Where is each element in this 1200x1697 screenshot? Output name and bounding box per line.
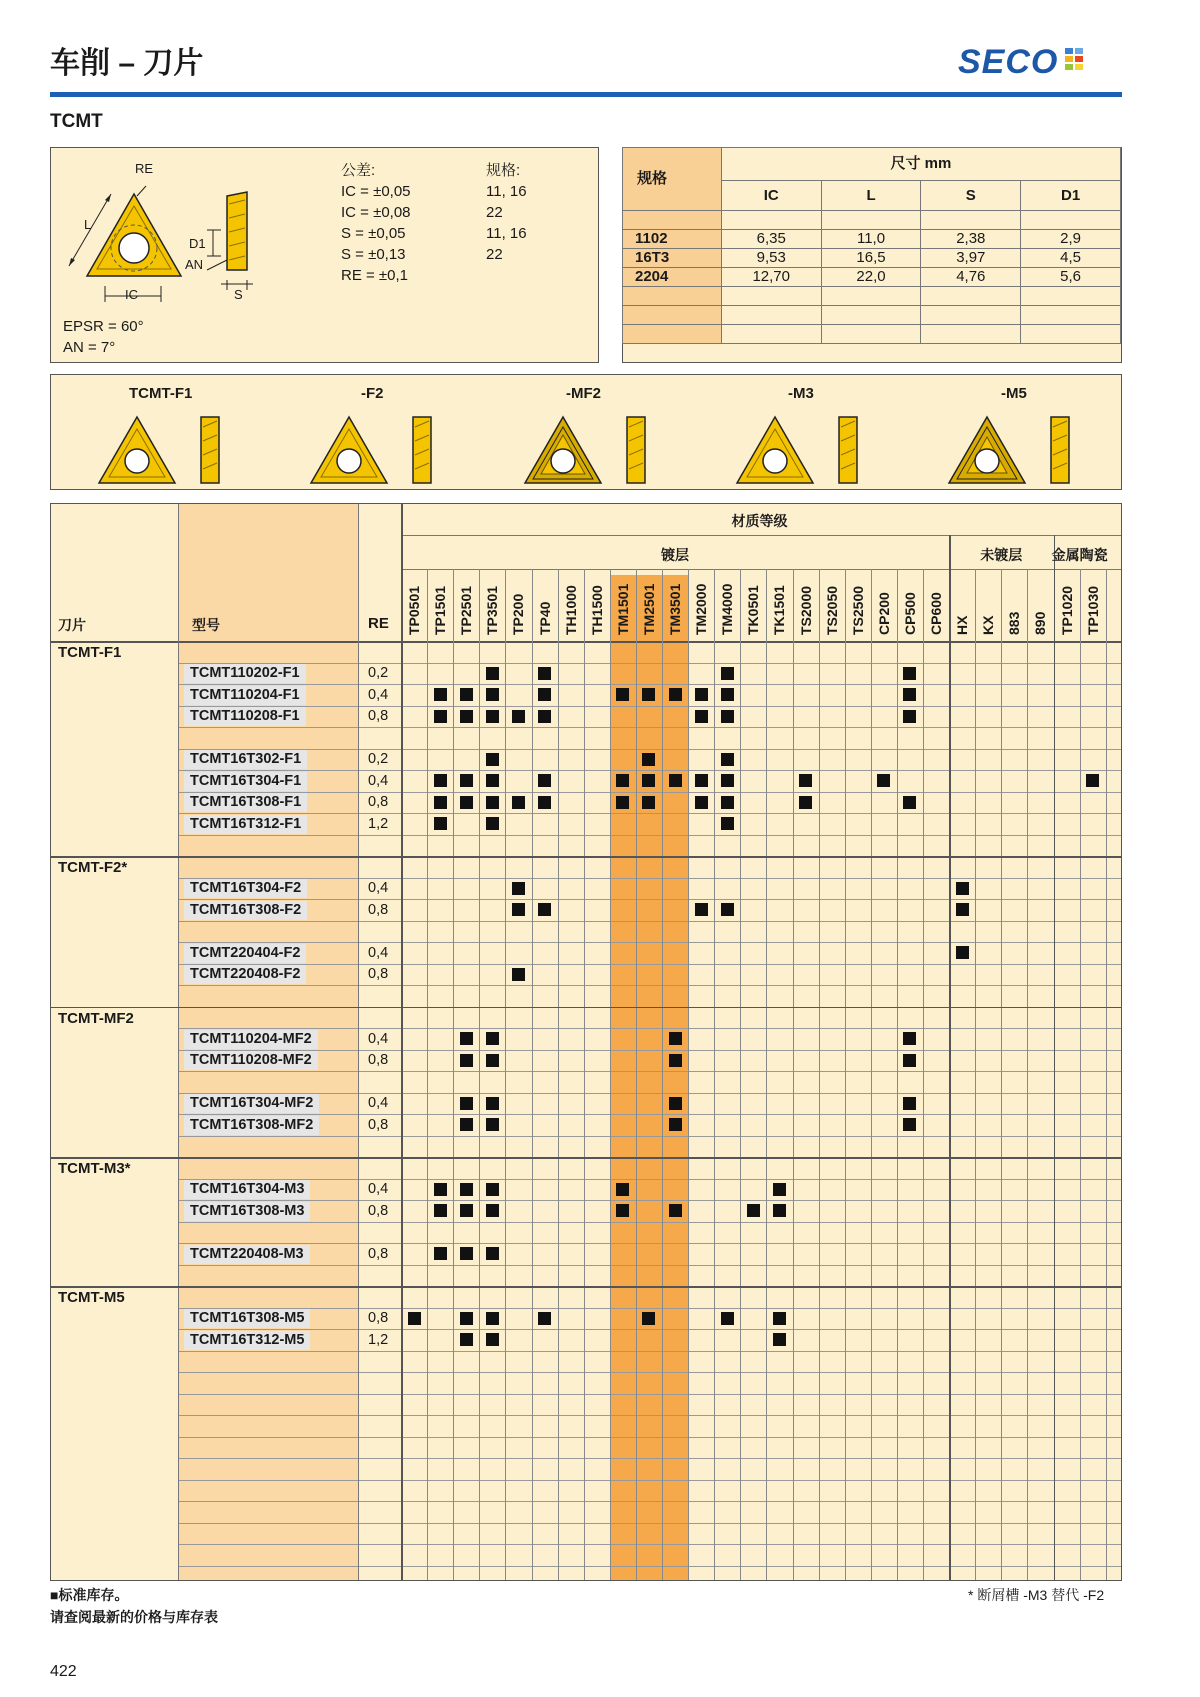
dim-value: 2,9 xyxy=(1021,230,1121,249)
grade-column-header: TP0501 xyxy=(406,585,422,635)
grade-column-header: TS2500 xyxy=(849,585,866,635)
column-label: 刀片 xyxy=(58,617,86,633)
page-title: 车削 – 刀片 xyxy=(50,47,204,80)
size-value: 11, 16 xyxy=(486,225,527,242)
size-header: 规格: xyxy=(486,162,521,179)
grade-group-label: 金属陶瓷 xyxy=(1051,547,1108,563)
legend-note: ■标准库存。 xyxy=(50,1587,129,1603)
insert-model: TCMT16T312-F1 xyxy=(184,815,307,834)
label-re: RE xyxy=(135,161,154,176)
insert-model: TCMT220408-F2 xyxy=(184,965,306,984)
asterisk-note: * 断屑槽 -M3 替代 -F2 xyxy=(968,1587,1105,1603)
dim-col-header: D1 xyxy=(1021,181,1121,211)
grade-group-label: 未镀层 xyxy=(980,547,1023,563)
insert-type-label: -MF2 xyxy=(566,385,601,402)
grade-column-header: TP200 xyxy=(510,593,527,635)
tolerance-list xyxy=(341,160,411,286)
dim-value: 2,38 xyxy=(921,230,1021,249)
insert-model: TCMT16T304-M3 xyxy=(184,1180,310,1199)
grade-column-header: TP1020 xyxy=(1058,585,1075,635)
title-rule xyxy=(50,92,1122,97)
insert-model: TCMT16T308-M5 xyxy=(184,1309,310,1328)
tolerance-value: S = ±0,05 xyxy=(341,225,406,242)
size-list xyxy=(486,160,527,265)
label-an: AN xyxy=(185,257,204,272)
spec-box xyxy=(50,147,599,363)
dim-size: 2204 xyxy=(623,268,722,287)
angle-epsr: EPSR = 60° xyxy=(63,318,144,335)
corner-radius-value: 0,8 xyxy=(368,1116,389,1133)
dim-value: 9,53 xyxy=(721,249,821,268)
insert-family-label: TCMT-MF2 xyxy=(58,1009,134,1027)
section-subtitle: TCMT xyxy=(50,111,103,132)
label-s: S xyxy=(234,287,243,302)
insert-model: TCMT110208-F1 xyxy=(184,707,306,726)
tolerance-value: IC = ±0,05 xyxy=(341,183,411,200)
logo-text: SECO xyxy=(958,43,1059,81)
dim-col-header: S xyxy=(921,181,1021,211)
corner-radius-value: 0,8 xyxy=(368,1202,389,1219)
dim-size: 1102 xyxy=(623,230,722,249)
angle-an: AN = 7° xyxy=(63,339,116,356)
grade-column-header: TP2501 xyxy=(458,585,475,635)
grade-column-header: TH1500 xyxy=(588,585,605,635)
price-note: 请查阅最新的价格与库存表 xyxy=(50,1609,218,1625)
grade-column-header: CP600 xyxy=(928,592,944,635)
insert-model: TCMT16T304-F2 xyxy=(184,879,307,898)
tolerance-header: 公差: xyxy=(341,162,376,179)
grade-column-header: TH1000 xyxy=(562,585,579,635)
insert-model: TCMT220408-M3 xyxy=(184,1245,310,1264)
corner-radius-value: 0,8 xyxy=(368,1245,389,1262)
dim-value: 6,35 xyxy=(721,230,821,249)
dim-value: 22,0 xyxy=(821,268,921,287)
insert-model: TCMT110204-F1 xyxy=(184,686,306,705)
grade-column-header: TM2000 xyxy=(693,583,710,635)
corner-radius-value: 0,4 xyxy=(368,686,389,703)
grade-column-header: 890 xyxy=(1032,611,1049,635)
corner-radius-value: 0,4 xyxy=(368,880,389,896)
column-label: 型号 xyxy=(192,617,220,633)
dim-col-header: L xyxy=(821,181,921,211)
insert-family-label: TCMT-F1 xyxy=(58,644,122,661)
grades-title: 材质等级 xyxy=(731,513,788,529)
grade-column-header: CP200 xyxy=(875,592,892,635)
label-ic: IC xyxy=(125,287,138,302)
corner-radius-value: 1,2 xyxy=(368,815,389,832)
insert-type-label: -M3 xyxy=(788,385,814,402)
dim-col-header: IC xyxy=(721,181,821,211)
grade-column-header: TS2050 xyxy=(823,585,840,635)
dimension-table xyxy=(622,147,1121,344)
grade-column-header: 883 xyxy=(1006,611,1023,635)
grade-column-header: TK0501 xyxy=(745,585,762,635)
grade-column-header: TP1030 xyxy=(1084,585,1101,635)
insert-model: TCMT16T304-MF2 xyxy=(184,1094,319,1113)
insert-model: TCMT16T308-MF2 xyxy=(184,1116,319,1135)
insert-type-label: TCMT-F1 xyxy=(129,385,193,402)
grid-border xyxy=(50,503,1122,1581)
insert-model: TCMT16T302-F1 xyxy=(184,750,307,769)
column-label: RE xyxy=(368,615,389,632)
corner-radius-value: 0,8 xyxy=(368,901,389,918)
corner-radius-value: 0,4 xyxy=(368,1095,389,1111)
grade-column-header: KX xyxy=(980,615,997,635)
dimensions-title: 尺寸 mm xyxy=(721,148,1120,181)
insert-family-label: TCMT-M3* xyxy=(58,1160,131,1177)
page-number: 422 xyxy=(50,1663,77,1680)
corner-radius-value: 1,2 xyxy=(368,1331,389,1348)
insert-model: TCMT16T308-F2 xyxy=(184,901,307,920)
corner-radius-value: 0,8 xyxy=(368,1310,389,1326)
grade-column-header: TP1501 xyxy=(432,585,449,635)
dim-value: 11,0 xyxy=(821,230,921,249)
grade-column-header: TP3501 xyxy=(484,585,501,635)
corner-radius-value: 0,8 xyxy=(368,708,389,724)
dim-value: 16,5 xyxy=(821,249,921,268)
corner-radius-value: 0,4 xyxy=(368,944,389,961)
insert-model: TCMT110202-F1 xyxy=(184,664,306,683)
dim-value: 12,70 xyxy=(721,268,821,287)
insert-family-label: TCMT-M5 xyxy=(58,1289,125,1306)
grade-column-header: TS2000 xyxy=(797,585,814,635)
seco-logo xyxy=(958,44,1089,80)
corner-radius-value: 0,4 xyxy=(368,772,389,789)
corner-radius-value: 0,4 xyxy=(368,1030,389,1047)
grade-column-header: HX xyxy=(954,615,971,635)
grade-column-header: TM2501 xyxy=(640,583,657,635)
tolerance-value: IC = ±0,08 xyxy=(341,204,411,221)
grade-column-header: TP40 xyxy=(536,601,553,635)
insert-types-strip xyxy=(50,374,1122,490)
corner-radius-value: 0,8 xyxy=(368,1052,389,1068)
size-column-header: 规格 xyxy=(623,148,722,211)
corner-radius-value: 0,8 xyxy=(368,794,389,810)
grade-column-header: CP500 xyxy=(901,592,918,635)
insert-model: TCMT16T312-M5 xyxy=(184,1331,310,1350)
dim-value: 4,5 xyxy=(1021,249,1121,268)
insert-type-label: -F2 xyxy=(361,385,384,402)
dim-value: 4,76 xyxy=(921,268,1021,287)
corner-radius-value: 0,8 xyxy=(368,966,389,982)
tolerance-value: S = ±0,13 xyxy=(341,246,406,263)
grade-column-header: TM1501 xyxy=(614,583,631,635)
dim-size: 16T3 xyxy=(623,249,722,268)
dim-value: 3,97 xyxy=(921,249,1021,268)
insert-family-label: TCMT-F2* xyxy=(58,859,128,876)
dim-value: 5,6 xyxy=(1021,268,1121,287)
grade-table xyxy=(50,503,1122,1581)
insert-model: TCMT16T304-F1 xyxy=(184,772,307,791)
logo-mark-icon xyxy=(1065,48,1089,76)
insert-type-label: -M5 xyxy=(1001,385,1027,402)
insert-model: TCMT110208-MF2 xyxy=(184,1051,318,1070)
grade-column-header: TM3501 xyxy=(667,583,683,635)
insert-model: TCMT220404-F2 xyxy=(184,944,306,963)
corner-radius-value: 0,2 xyxy=(368,751,389,767)
insert-model: TCMT16T308-M3 xyxy=(184,1202,310,1221)
insert-model: TCMT16T308-F1 xyxy=(184,793,307,812)
corner-radius-value: 0,4 xyxy=(368,1181,389,1197)
tolerance-value: RE = ±0,1 xyxy=(341,267,409,284)
grade-column-header: TM4000 xyxy=(719,583,736,635)
corner-radius-value: 0,2 xyxy=(368,665,389,681)
label-d1: D1 xyxy=(189,236,206,251)
size-value: 22 xyxy=(486,204,503,221)
label-l: L xyxy=(84,217,92,232)
size-value: 22 xyxy=(486,246,503,263)
insert-model: TCMT110204-MF2 xyxy=(184,1030,318,1049)
grade-group-label: 镀层 xyxy=(661,547,690,563)
grade-column-header: TK1501 xyxy=(771,585,788,635)
size-value: 11, 16 xyxy=(486,183,527,200)
